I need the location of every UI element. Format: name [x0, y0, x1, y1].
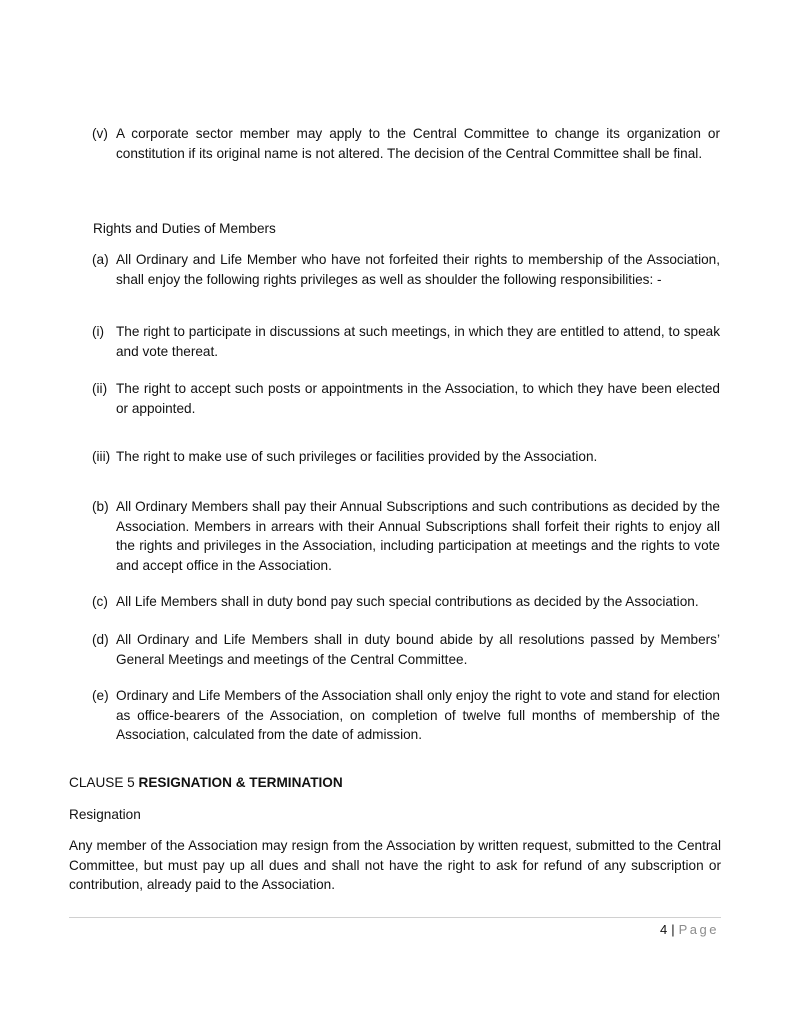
list-item-ii [92, 379, 720, 418]
list-item-e [92, 686, 720, 745]
rights-heading: Rights and Duties of Members [93, 221, 276, 236]
item-marker: (c) [92, 594, 108, 609]
item-marker: (b) [92, 499, 109, 514]
page-label: Page [678, 922, 719, 937]
item-marker: (i) [92, 324, 105, 339]
item-text: A corporate sector member may apply to the Central Committee to change its organization or constitution if its original name is not altered. The decision of the Central Committee shall be final. [116, 126, 720, 161]
item-marker: (e) [92, 688, 109, 703]
item-marker: (a) [92, 252, 109, 267]
item-text: All Ordinary and Life Members shall in duty bound abide by all resolutions passed by Members’ General Meetings and meetings of the Central Committee. [116, 632, 720, 667]
item-text: The right to make use of such privileges or facilities provided by the Association. [116, 449, 598, 464]
clause-title: RESIGNATION & TERMINATION [138, 775, 343, 790]
item-text: Ordinary and Life Members of the Association shall only enjoy the right to vote and stand for election as office-bearers of the Association, on completion of twelve full months of membership of the Association, calculated from the date of admission. [116, 688, 720, 742]
item-text: The right to accept such posts or appointments in the Association, to which they have been elected or appointed. [116, 381, 720, 416]
list-item-a [92, 250, 720, 289]
item-text: The right to participate in discussions at such meetings, in which they are entitled to attend, to speak and vote thereat. [116, 324, 720, 359]
item-marker: (d) [92, 632, 109, 647]
item-marker: (ii) [92, 381, 108, 396]
item-text: All Ordinary and Life Member who have not forfeited their rights to membership of the Association, shall enjoy the following rights privileges as well as shoulder the following responsibilities: - [116, 252, 720, 287]
item-marker: (iii) [92, 449, 111, 464]
item-text: All Life Members shall in duty bond pay such special contributions as decided by the Association. [116, 594, 699, 609]
list-item-v [92, 124, 720, 163]
clause-prefix: CLAUSE 5 [69, 775, 135, 790]
resignation-paragraph: Any member of the Association may resign from the Association by written request, submitted to the Central Committee, but must pay up all dues and shall not have the right to ask for refund of any subscription or contribution, already paid to the Association. [69, 838, 721, 892]
list-item-b [92, 497, 720, 575]
clause-heading [69, 773, 343, 793]
footer-separator: | [671, 922, 675, 937]
item-marker: (v) [92, 126, 108, 141]
list-item-i [92, 322, 720, 361]
list-item-d [92, 630, 720, 669]
item-text: All Ordinary Members shall pay their Annual Subscriptions and such contributions as decided by the Association. Members in arrears with their Annual Subscriptions shall forfeit their rights to enjoy all the rights and privileges in the Association, including participation at meetings and the rights to vote and accept office in the Association. [116, 499, 720, 573]
list-item-iii [92, 447, 720, 467]
page-footer [660, 920, 719, 940]
page-number: 4 [660, 922, 668, 937]
resignation-heading: Resignation [69, 807, 141, 822]
footer-divider [69, 917, 721, 918]
list-item-c [92, 592, 720, 612]
